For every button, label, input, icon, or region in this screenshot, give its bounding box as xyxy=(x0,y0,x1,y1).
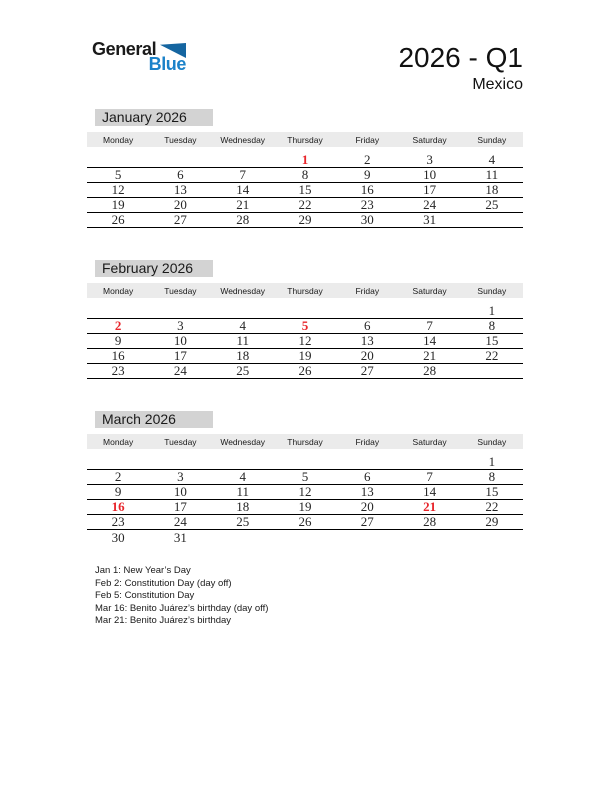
day-cell-holiday: 1 xyxy=(301,152,309,167)
day-cell-empty xyxy=(212,147,274,167)
day-cell: 13 xyxy=(360,333,374,348)
weekday-label: Monday xyxy=(103,134,134,145)
weeks xyxy=(87,298,523,379)
day-cell: 6 xyxy=(177,167,184,182)
day-cell: 20 xyxy=(173,197,187,212)
week-row xyxy=(87,349,523,364)
week-row xyxy=(87,298,523,319)
month-section-march xyxy=(87,411,523,545)
weekday-label: Thursday xyxy=(287,436,323,447)
day-cell: 27 xyxy=(173,212,187,227)
day-cell-empty xyxy=(274,530,336,545)
day-cell: 29 xyxy=(485,514,499,529)
day-cell-empty xyxy=(87,147,149,167)
day-cell: 29 xyxy=(298,212,312,227)
day-cell: 20 xyxy=(360,348,374,363)
month-section-january xyxy=(87,109,523,228)
month-title: March 2026 xyxy=(95,411,213,428)
holiday-entry: Mar 21: Benito Juárez’s birthday xyxy=(95,615,232,626)
day-cell: 15 xyxy=(485,484,499,499)
weekday-label: Saturday xyxy=(412,285,447,296)
logo-text-blue: Blue xyxy=(148,54,186,74)
day-cell: 2 xyxy=(114,469,122,484)
day-cell: 6 xyxy=(364,469,371,484)
day-cell-empty xyxy=(212,449,274,469)
day-cell: 31 xyxy=(173,530,187,545)
day-cell: 23 xyxy=(360,197,374,212)
day-cell: 7 xyxy=(426,318,433,333)
week-row xyxy=(87,213,523,228)
day-cell: 22 xyxy=(485,348,499,363)
day-cell: 14 xyxy=(236,182,250,197)
weekday-row xyxy=(87,132,523,147)
week-row xyxy=(87,168,523,183)
day-cell: 26 xyxy=(298,363,312,378)
day-cell: 2 xyxy=(364,152,371,167)
weekday-label: Saturday xyxy=(412,436,447,447)
weekday-label: Sunday xyxy=(477,134,507,145)
week-row xyxy=(87,198,523,213)
day-cell-empty xyxy=(398,449,460,469)
day-cell-empty xyxy=(149,147,211,167)
weekday-label: Sunday xyxy=(477,285,507,296)
day-cell-empty xyxy=(461,364,523,378)
day-cell: 4 xyxy=(239,318,246,333)
day-cell: 19 xyxy=(111,197,125,212)
day-cell: 22 xyxy=(485,499,499,514)
day-cell-empty xyxy=(336,530,398,545)
day-cell: 18 xyxy=(236,348,250,363)
day-cell: 23 xyxy=(111,363,125,378)
weekday-label: Friday xyxy=(355,285,380,296)
month-title: February 2026 xyxy=(95,260,213,277)
weeks xyxy=(87,147,523,228)
week-row xyxy=(87,364,523,379)
day-cell: 15 xyxy=(298,182,312,197)
day-cell-empty xyxy=(149,298,211,318)
day-cell-empty xyxy=(336,449,398,469)
day-cell: 21 xyxy=(423,348,437,363)
week-row xyxy=(87,449,523,470)
day-cell: 27 xyxy=(360,363,374,378)
day-cell: 12 xyxy=(298,484,312,499)
weeks xyxy=(87,449,523,545)
day-cell: 7 xyxy=(239,167,246,182)
day-cell: 17 xyxy=(173,499,187,514)
day-cell: 19 xyxy=(298,348,312,363)
day-cell-empty xyxy=(274,449,336,469)
weekday-label: Wednesday xyxy=(220,436,266,447)
day-cell: 26 xyxy=(111,212,125,227)
day-cell-holiday: 5 xyxy=(301,318,309,333)
day-cell: 8 xyxy=(488,318,496,333)
day-cell: 9 xyxy=(114,333,122,348)
day-cell-empty xyxy=(274,298,336,318)
day-cell: 13 xyxy=(173,182,187,197)
day-cell: 24 xyxy=(423,197,437,212)
week-row xyxy=(87,500,523,515)
day-cell: 19 xyxy=(298,499,312,514)
day-cell: 9 xyxy=(364,167,371,182)
month-section-february xyxy=(87,260,523,379)
day-cell: 16 xyxy=(111,348,125,363)
day-cell-empty xyxy=(149,449,211,469)
day-cell: 24 xyxy=(173,514,187,529)
weekday-label: Tuesday xyxy=(164,134,197,145)
day-cell: 21 xyxy=(236,197,250,212)
week-row xyxy=(87,470,523,485)
day-cell: 30 xyxy=(111,530,125,545)
weekday-label: Thursday xyxy=(287,134,323,145)
logo-text-general: General xyxy=(92,39,157,59)
day-cell: 1 xyxy=(488,454,496,469)
day-cell: 3 xyxy=(177,469,184,484)
day-cell: 20 xyxy=(360,499,374,514)
month-calendar xyxy=(87,434,523,545)
day-cell: 17 xyxy=(423,182,437,197)
day-cell: 23 xyxy=(111,514,125,529)
day-cell: 25 xyxy=(236,363,250,378)
week-row xyxy=(87,183,523,198)
day-cell: 10 xyxy=(173,484,187,499)
day-cell: 5 xyxy=(114,167,122,182)
weekday-label: Friday xyxy=(355,134,380,145)
day-cell-empty xyxy=(398,530,460,545)
day-cell: 28 xyxy=(423,514,437,529)
day-cell: 12 xyxy=(298,333,312,348)
holiday-list xyxy=(95,565,268,628)
day-cell: 17 xyxy=(173,348,187,363)
day-cell-empty xyxy=(398,298,460,318)
day-cell: 28 xyxy=(423,363,437,378)
day-cell-holiday: 21 xyxy=(423,499,437,514)
day-cell: 6 xyxy=(364,318,371,333)
day-cell: 15 xyxy=(485,333,499,348)
month-title: January 2026 xyxy=(95,109,213,126)
holiday-entry: Mar 16: Benito Juárez’s birthday (day off) xyxy=(95,602,269,614)
day-cell: 8 xyxy=(488,469,496,484)
weekday-label: Sunday xyxy=(477,436,507,447)
weekday-label: Monday xyxy=(103,285,134,296)
day-cell: 16 xyxy=(360,182,374,197)
week-row xyxy=(87,515,523,530)
day-cell: 26 xyxy=(298,514,312,529)
weekday-label: Thursday xyxy=(287,285,323,296)
day-cell-empty xyxy=(87,298,149,318)
day-cell-empty xyxy=(87,449,149,469)
day-cell: 11 xyxy=(236,333,249,348)
header-title-block xyxy=(398,43,523,93)
weekday-label: Wednesday xyxy=(220,134,266,145)
day-cell: 18 xyxy=(485,182,499,197)
general-blue-logo xyxy=(92,40,188,76)
weekday-label: Saturday xyxy=(412,134,447,145)
weekday-label: Tuesday xyxy=(164,436,197,447)
day-cell: 14 xyxy=(423,484,437,499)
day-cell: 5 xyxy=(301,469,309,484)
page-title: 2026 - Q1 xyxy=(398,42,523,73)
day-cell: 24 xyxy=(173,363,187,378)
holiday-entry: Feb 2: Constitution Day (day off) xyxy=(95,577,232,589)
week-row xyxy=(87,319,523,334)
day-cell: 7 xyxy=(426,469,433,484)
day-cell: 27 xyxy=(360,514,374,529)
week-row xyxy=(87,147,523,168)
month-calendar xyxy=(87,283,523,379)
week-row xyxy=(87,334,523,349)
weekday-row xyxy=(87,283,523,298)
week-row xyxy=(87,530,523,545)
weekday-label: Friday xyxy=(355,436,380,447)
weekday-label: Tuesday xyxy=(164,285,197,296)
weekday-label: Monday xyxy=(103,436,134,447)
week-row xyxy=(87,485,523,500)
day-cell: 28 xyxy=(236,212,250,227)
day-cell: 4 xyxy=(488,152,496,167)
page-subtitle: Mexico xyxy=(472,76,523,93)
day-cell: 25 xyxy=(485,197,499,212)
day-cell-empty xyxy=(212,530,274,545)
day-cell: 31 xyxy=(423,212,437,227)
day-cell: 22 xyxy=(298,197,312,212)
holiday-entry: Feb 5: Constitution Day xyxy=(95,590,195,601)
day-cell-empty xyxy=(336,298,398,318)
day-cell: 18 xyxy=(236,499,250,514)
day-cell-empty xyxy=(212,298,274,318)
day-cell: 13 xyxy=(360,484,374,499)
day-cell: 25 xyxy=(236,514,250,529)
day-cell: 10 xyxy=(173,333,187,348)
month-calendar xyxy=(87,132,523,228)
day-cell: 9 xyxy=(114,484,122,499)
day-cell: 4 xyxy=(239,469,246,484)
day-cell-empty xyxy=(461,213,523,227)
day-cell: 8 xyxy=(301,167,309,182)
day-cell: 12 xyxy=(111,182,125,197)
day-cell: 3 xyxy=(426,152,433,167)
holiday-entry: Jan 1: New Year’s Day xyxy=(95,565,191,576)
day-cell: 30 xyxy=(360,212,374,227)
day-cell: 11 xyxy=(485,167,499,182)
day-cell: 14 xyxy=(423,333,437,348)
day-cell-holiday: 2 xyxy=(114,318,122,333)
day-cell: 10 xyxy=(423,167,437,182)
weekday-row xyxy=(87,434,523,449)
weekday-label: Wednesday xyxy=(220,285,266,296)
day-cell: 11 xyxy=(236,484,249,499)
day-cell-empty xyxy=(461,530,523,545)
day-cell: 1 xyxy=(488,303,496,318)
day-cell-holiday: 16 xyxy=(111,499,125,514)
day-cell: 3 xyxy=(177,318,184,333)
